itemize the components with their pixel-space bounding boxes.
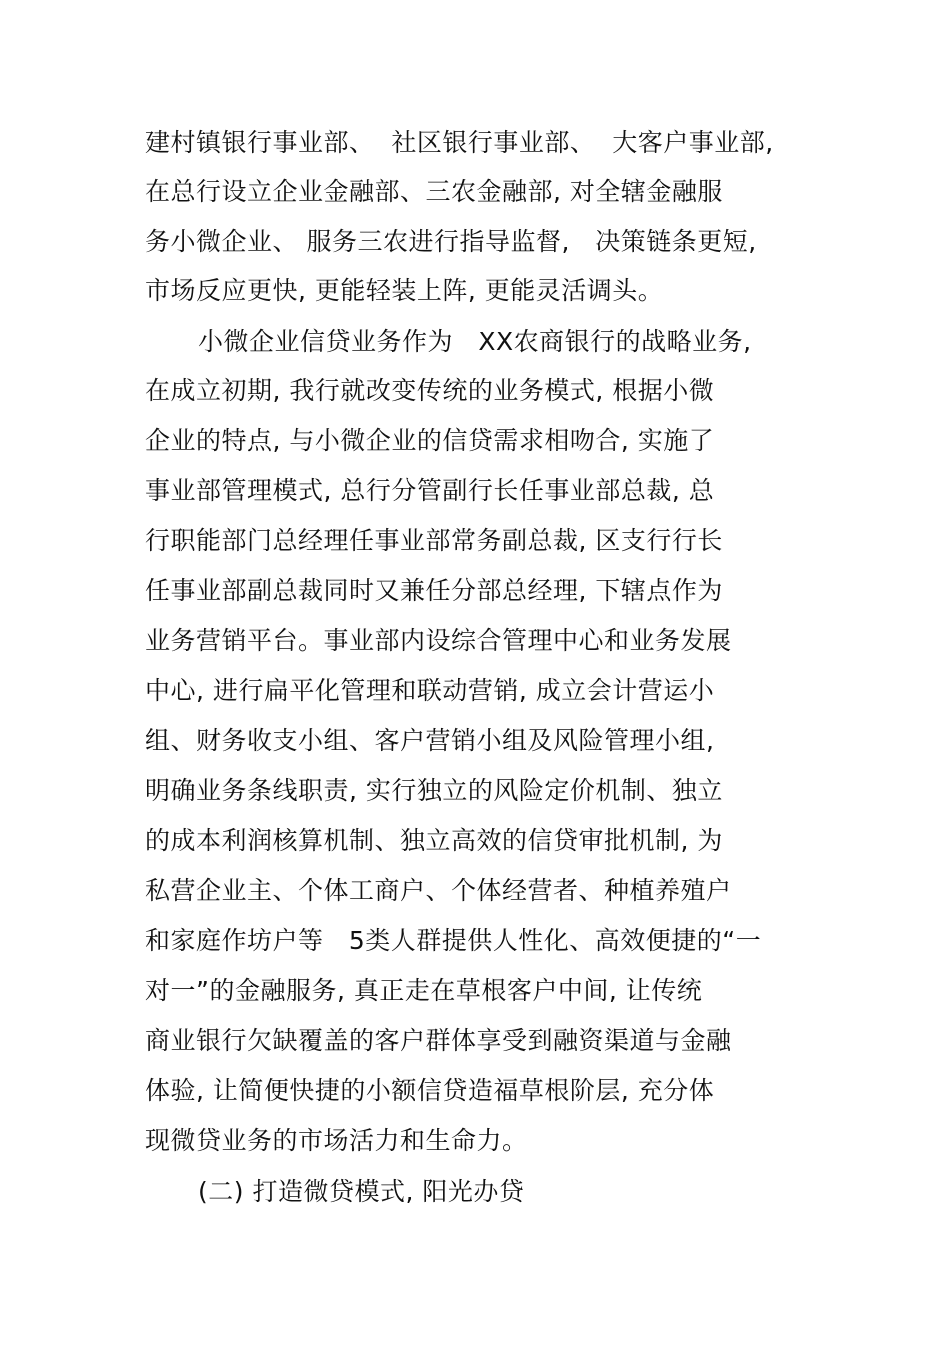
- text-line: 对一”的金融服务, 真正走在草根客户中间, 让传统: [145, 976, 703, 1005]
- section-heading: (二) 打造微贷模式, 阳光办贷: [198, 1177, 525, 1206]
- text-line: 业务营销平台。事业部内设综合管理中心和业务发展: [145, 626, 732, 655]
- text-line: 体验, 让简便快捷的小额信贷造福草根阶层, 充分体: [145, 1076, 715, 1105]
- text-line: 明确业务条线职责, 实行独立的风险定价机制、独立: [145, 776, 723, 805]
- text-line: 事业部管理模式, 总行分管副行长任事业部总裁, 总: [145, 476, 715, 505]
- text-line: 商业银行欠缺覆盖的客户群体享受到融资渠道与金融: [145, 1026, 732, 1055]
- text-line: 在总行设立企业金融部、三农金融部, 对全辖金融服: [145, 177, 723, 206]
- text-line: 和家庭作坊户等 5类人群提供人性化、高效便捷的“一: [145, 926, 762, 955]
- text-line: 企业的特点, 与小微企业的信贷需求相吻合, 实施了: [145, 426, 715, 455]
- text-line: 现微贷业务的市场活力和生命力。: [145, 1126, 528, 1155]
- text-line: 组、财务收支小组、客户营销小组及风险管理小组,: [145, 726, 715, 755]
- text-line: 务小微企业、 服务三农进行指导监督, 决策链条更短,: [145, 227, 757, 256]
- text-line: 的成本利润核算机制、独立高效的信贷审批机制, 为: [145, 826, 723, 855]
- text-line: 中心, 进行扁平化管理和联动营销, 成立会计营运小: [145, 676, 715, 705]
- text-line: 行职能部门总经理任事业部常务副总裁, 区支行行长: [145, 526, 723, 555]
- text-line: 任事业部副总裁同时又兼任分部总经理, 下辖点作为: [145, 576, 723, 605]
- text-line: 建村镇银行事业部、 社区银行事业部、 大客户事业部,: [145, 128, 774, 157]
- text-line: 市场反应更快, 更能轻装上阵, 更能灵活调头。: [145, 276, 664, 305]
- text-line: 小微企业信贷业务作为 XX农商银行的战略业务,: [198, 327, 752, 356]
- text-line: 在成立初期, 我行就改变传统的业务模式, 根据小微: [145, 376, 715, 405]
- text-line: 私营企业主、个体工商户、个体经营者、种植养殖户: [145, 876, 732, 905]
